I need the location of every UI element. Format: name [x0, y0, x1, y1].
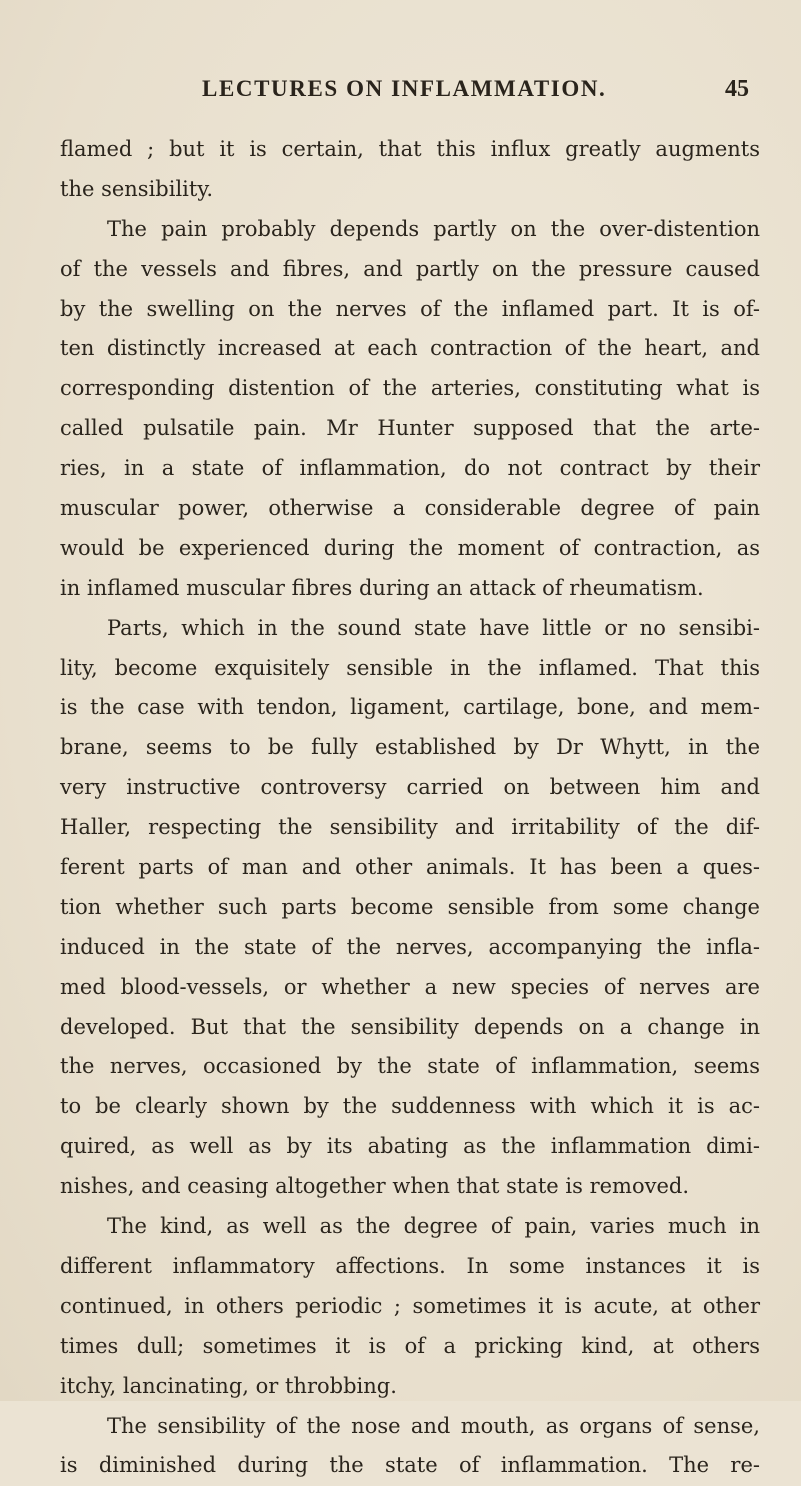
text-line: continued, in others periodic ; sometimes it is acute, at other — [60, 1293, 760, 1318]
text-line: tion whether such parts become sensible from some change — [60, 894, 760, 919]
page-header — [60, 76, 760, 116]
text-line: is the case with tendon, ligament, cartilage, bone, and mem- — [60, 695, 760, 720]
text-line: lity, become exquisitely sensible in the inflamed. That this — [60, 655, 760, 680]
text-line: muscular power, otherwise a considerable degree of pain — [60, 496, 760, 521]
text-line: ferent parts of man and other animals. It has been a ques- — [60, 855, 760, 880]
text-line: the sensibility. — [60, 176, 214, 201]
text-line: Parts, which in the sound state have little or no sensibi- — [107, 615, 760, 640]
text-line: quired, as well as by its abating as the inflammation dimi- — [60, 1134, 760, 1159]
text-line: of the vessels and fibres, and partly on the pressure caused — [60, 256, 760, 281]
text-line: med blood-vessels, or whether a new species of nerves are — [60, 974, 760, 999]
text-line: The pain probably depends partly on the over-distention — [107, 216, 760, 241]
text-line: induced in the state of the nerves, accompanying the infla- — [60, 934, 760, 959]
text-line: times dull; sometimes it is of a pricking kind, at others — [60, 1333, 760, 1358]
text-line: brane, seems to be fully established by Dr Whytt, in the — [60, 735, 760, 760]
page-number: 45 — [725, 76, 749, 102]
text-line: very instructive controversy carried on between him and — [60, 775, 760, 800]
text-line: in inflamed muscular fibres during an attack of rheumatism. — [60, 575, 704, 600]
text-line: The sensibility of the nose and mouth, as organs of sense, — [107, 1413, 760, 1438]
text-line: Haller, respecting the sensibility and irritability of the dif- — [60, 815, 760, 840]
text-line: would be experienced during the moment of contraction, as — [60, 535, 760, 560]
running-head: LECTURES ON INFLAMMATION. — [202, 76, 607, 101]
text-line: ries, in a state of inflammation, do not contract by their — [60, 456, 760, 481]
text-line: itchy, lancinating, or throbbing. — [60, 1373, 397, 1398]
text-line: different inflammatory affections. In some instances it is — [60, 1253, 760, 1278]
text-line: flamed ; but it is certain, that this influx greatly augments — [60, 137, 760, 161]
text-line: the nerves, occasioned by the state of inflammation, seems — [60, 1054, 760, 1079]
body-text — [60, 130, 760, 1486]
text-line: called pulsatile pain. Mr Hunter supposed that the arte- — [60, 416, 760, 441]
text-line: is diminished during the state of inflammation. The re- — [60, 1453, 760, 1478]
text-line: corresponding distention of the arteries, constituting what is — [60, 376, 760, 401]
text-line: to be clearly shown by the suddenness with which it is ac- — [60, 1094, 760, 1119]
text-line: ten distinctly increased at each contraction of the heart, and — [60, 336, 760, 361]
text-line: developed. But that the sensibility depends on a change in — [60, 1014, 760, 1039]
text-line: The kind, as well as the degree of pain, varies much in — [107, 1214, 760, 1239]
text-line: nishes, and ceasing altogether when that state is removed. — [60, 1174, 690, 1199]
text-line: by the swelling on the nerves of the inflamed part. It is of- — [60, 296, 760, 321]
